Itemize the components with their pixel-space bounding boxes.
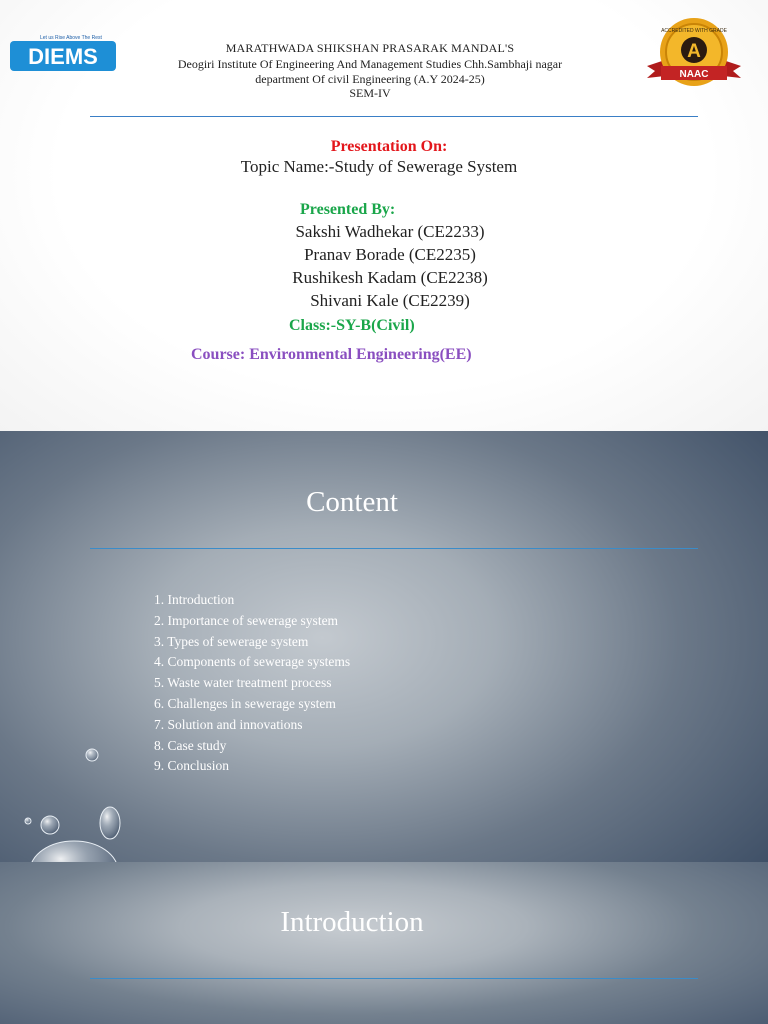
presentation-on-label: Presentation On: bbox=[330, 138, 448, 155]
class-label: Class:-SY-B(Civil) bbox=[289, 317, 415, 334]
member-name: Shivani Kale (CE2239) bbox=[310, 291, 470, 310]
diems-logo-tagline: Let us Rise Above The Rest bbox=[40, 35, 102, 41]
topic-name: Topic Name:-Study of Sewerage System bbox=[240, 157, 518, 176]
list-item: 3. Types of sewerage system bbox=[154, 633, 309, 649]
institution-name: MARATHWADA SHIKSHAN PRASARAK MANDAL'S bbox=[225, 41, 515, 55]
introduction-slide bbox=[0, 862, 768, 1024]
naac-grade: A bbox=[687, 41, 701, 62]
list-item: 9. Conclusion bbox=[154, 758, 230, 774]
member-name: Rushikesh Kadam (CE2238) bbox=[292, 268, 488, 287]
list-item: 5. Waste water treatment process bbox=[154, 675, 332, 691]
title-divider bbox=[90, 548, 698, 549]
member-name: Sakshi Wadhekar (CE2233) bbox=[295, 222, 485, 241]
diems-logo bbox=[10, 33, 116, 73]
list-item: 4. Components of sewerage systems bbox=[154, 654, 351, 670]
naac-ribbon-text: ACCREDITED WITH GRADE bbox=[661, 28, 727, 34]
diems-logo-text: DIEMS bbox=[28, 44, 98, 69]
title-divider bbox=[90, 978, 698, 979]
presented-by-label: Presented By: bbox=[300, 201, 396, 218]
water-drops-decoration bbox=[0, 731, 140, 862]
list-item: 8. Case study bbox=[154, 737, 227, 753]
list-item: 2. Importance of sewerage system bbox=[154, 612, 339, 628]
content-slide bbox=[0, 431, 768, 862]
title-slide bbox=[0, 0, 768, 431]
slide-title: Content bbox=[306, 486, 398, 518]
member-name: Pranav Borade (CE2235) bbox=[304, 245, 476, 264]
semester: SEM-IV bbox=[349, 86, 391, 100]
department-name: department Of civil Engineering (A.Y 2024-25) bbox=[255, 72, 485, 86]
list-item: 7. Solution and innovations bbox=[154, 716, 303, 732]
list-item: 6. Challenges in sewerage system bbox=[154, 695, 336, 711]
course-label: Course: Environmental Engineering(EE) bbox=[191, 346, 472, 363]
slide-title: Introduction bbox=[280, 906, 424, 938]
naac-badge bbox=[643, 16, 745, 90]
header-divider bbox=[90, 116, 698, 117]
table-of-contents bbox=[154, 590, 350, 777]
naac-text: NAAC bbox=[679, 69, 709, 80]
list-item: 1. Introduction bbox=[154, 592, 235, 607]
institute-name: Deogiri Institute Of Engineering And Management Studies Chh.Sambhaji nagar bbox=[177, 57, 563, 71]
